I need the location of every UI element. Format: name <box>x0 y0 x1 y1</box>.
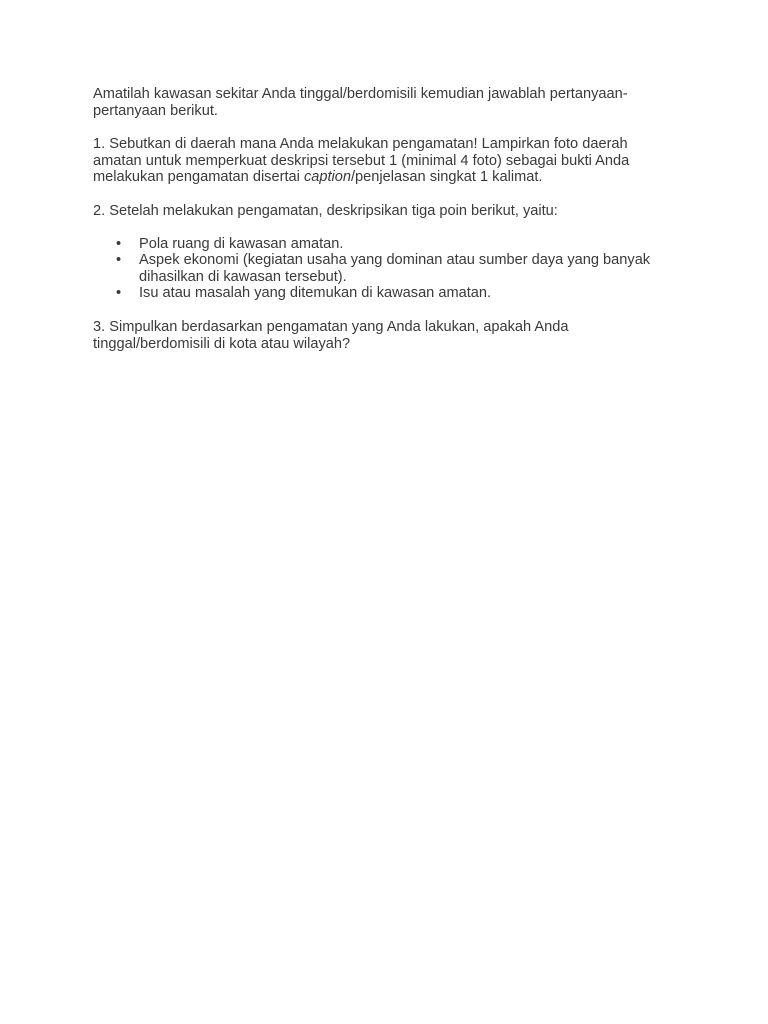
question-1-text-end: /penjelasan singkat 1 kalimat. <box>351 169 543 186</box>
bullet-list <box>93 236 672 302</box>
list-item-text: Isu atau masalah yang ditemukan di kawasan amatan. <box>139 285 492 302</box>
list-item <box>93 285 672 302</box>
question-1-paragraph <box>93 136 672 186</box>
caption-italic-text: caption <box>303 169 351 186</box>
intro-paragraph: Amatilah kawasan sekitar Anda tinggal/berdomisili kemudian jawablah pertanyaan-pertanyaan berikut. <box>93 86 628 119</box>
bullet-icon: • <box>116 252 122 269</box>
list-item-text: Aspek ekonomi (kegiatan usaha yang dominan atau sumber daya yang banyak dihasilkan di kawasan tersebut). <box>139 252 651 285</box>
bullet-icon: • <box>116 235 122 252</box>
question-1-text: 1. Sebutkan di daerah mana Anda melakukan pengamatan! Lampirkan foto daerah amatan untuk memperkuat deskripsi tersebut 1 (minimal 4 foto) sebagai bukti Anda melakukan pengamatan disertai <box>93 136 630 186</box>
bullet-icon: • <box>116 285 122 302</box>
question-2-paragraph: 2. Setelah melakukan pengamatan, deskripsikan tiga poin berikut, yaitu: <box>93 202 558 219</box>
list-item-text: Pola ruang di kawasan amatan. <box>139 235 344 252</box>
list-item <box>93 236 672 253</box>
list-item <box>93 252 672 285</box>
question-3-paragraph: 3. Simpulkan berdasarkan pengamatan yang Anda lakukan, apakah Anda tinggal/berdomisili di kota atau wilayah? <box>93 318 569 352</box>
